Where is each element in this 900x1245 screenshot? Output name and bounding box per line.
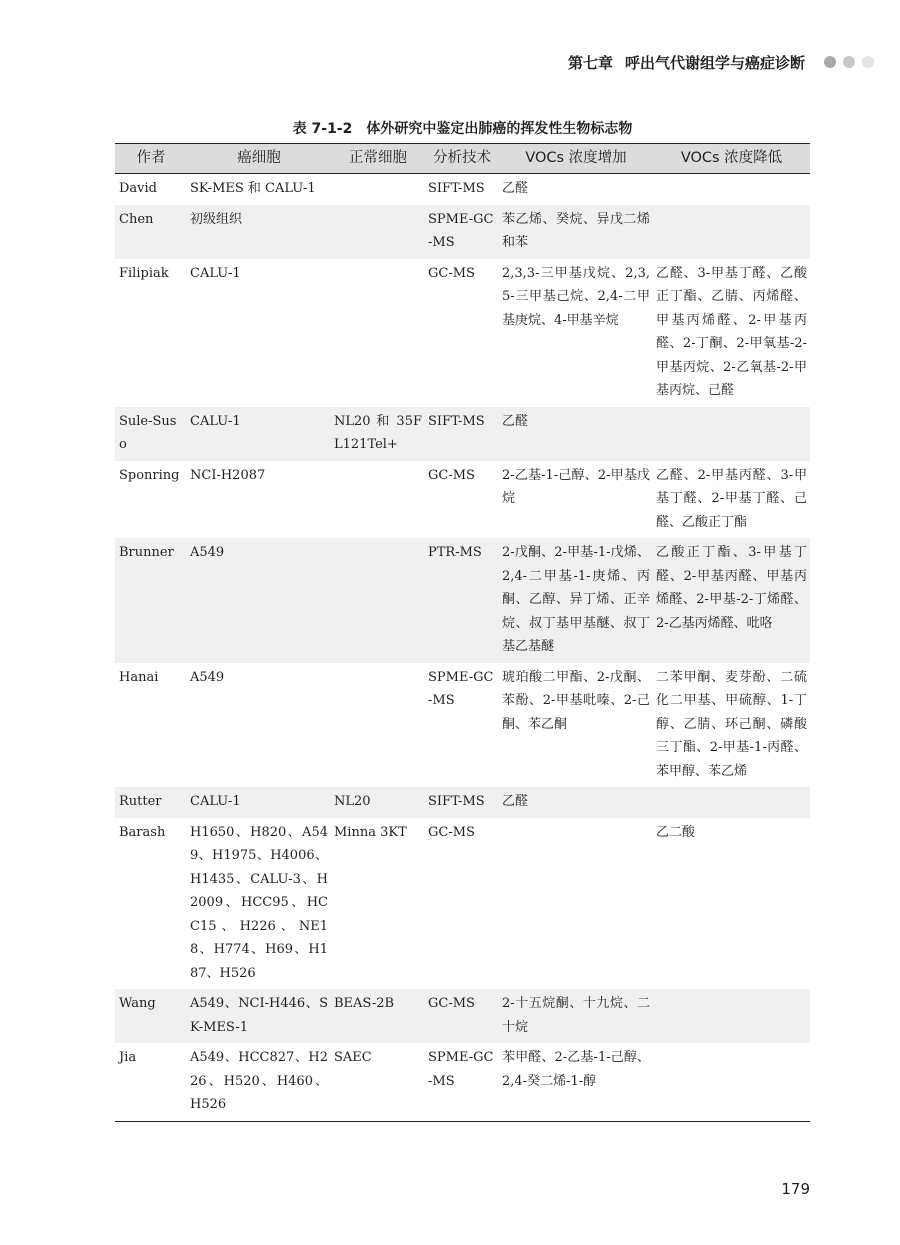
table-row [115,787,810,818]
cell-vocs-decreased [653,989,810,1043]
cell-vocs-decreased: 二苯甲酮、麦芽酚、二硫化二甲基、甲硫醇、1-丁醇、乙腈、环己酮、磷酸三丁酯、2-甲基-1-丙醛、苯甲醇、苯乙烯 [656,669,807,779]
cell-technique: SPME-GC-MS [425,1043,499,1121]
cell-cancer-cells: H1650、H820、A549、H1975、H4006、H1435、CALU-3、H2009、HCC95、HCC15、H226、NE18、H774、H69、H187、H526 [190,824,328,981]
table-row [115,538,810,663]
cell-normal-cells: BEAS-2B [331,989,425,1043]
cell-vocs-increased: 乙醛 [499,787,653,818]
cell-vocs-increased: 乙醛 [499,407,653,461]
table-row [115,174,810,205]
cell-author: Jia [115,1043,187,1121]
cell-technique: GC-MS [428,265,475,281]
cell-author: Barash [119,824,166,840]
cell-vocs-increased: 苯乙烯、癸烷、异戊二烯和苯 [499,205,653,259]
table-row [115,205,810,259]
cell-vocs-decreased [653,1043,810,1121]
cell-normal-cells [331,461,425,539]
cell-author: Filipiak [119,265,169,281]
cell-vocs-decreased [653,205,810,259]
cell-cancer-cells: CALU-1 [190,265,241,281]
cell-normal-cells [331,538,425,663]
cell-technique: SPME-GC-MS [428,669,494,708]
header-vocs-increased: VOCs 浓度增加 [499,144,653,174]
cell-vocs-decreased: 乙醛、2-甲基丙醛、3-甲基丁醛、2-甲基丁醛、己醛、乙酸正丁酯 [656,467,807,530]
running-header [568,50,874,74]
cell-technique: GC-MS [425,989,499,1043]
header-cancer-cells: 癌细胞 [187,144,331,174]
table-title: 体外研究中鉴定出肺癌的挥发性生物标志物 [366,121,633,137]
header-technique: 分析技术 [425,144,499,174]
cell-vocs-increased: 2-戊酮、2-甲基-1-戊烯、2,4-二甲基-1-庚烯、丙酮、乙醇、异丁烯、正辛烷、叔丁基甲基醚、叔丁基乙基醚 [499,538,653,663]
table-row [115,663,810,788]
cell-vocs-decreased [653,174,810,205]
cell-vocs-increased: 2-十五烷酮、十九烷、二十烷 [499,989,653,1043]
cell-vocs-decreased [653,407,810,461]
cell-cancer-cells: 初级组织 [187,205,331,259]
cell-cancer-cells: CALU-1 [187,407,331,461]
cell-author: David [119,181,157,196]
cell-vocs-increased: 苯甲醛、2-乙基-1-己醇、2,4-癸二烯-1-醇 [499,1043,653,1121]
cell-cancer-cells: CALU-1 [187,787,331,818]
cell-author: Wang [115,989,187,1043]
cell-normal-cells: NL20 和 35FL121Tel+ [331,407,425,461]
page-number: 179 [781,1180,810,1198]
cell-vocs-increased: 2,3,3-三甲基戊烷、2,3,5-三甲基己烷、2,4-二甲基庚烷、4-甲基辛烷 [502,265,650,328]
cell-vocs-decreased: 乙二酸 [656,824,696,840]
dot-dark [824,56,836,68]
header-normal-cells: 正常细胞 [331,144,425,174]
cell-technique: SIFT-MS [428,181,485,196]
dot-medium [843,56,855,68]
header-vocs-decreased: VOCs 浓度降低 [653,144,810,174]
cell-author: Brunner [115,538,187,663]
table-number: 表 7-1-2 [292,121,353,137]
cell-normal-cells: SAEC [331,1043,425,1121]
cell-technique: SIFT-MS [425,787,499,818]
table-row [115,818,810,990]
cell-normal-cells [331,663,425,788]
header-author: 作者 [115,144,187,174]
cell-vocs-increased [499,818,653,990]
cell-author: Hanai [119,669,159,685]
cell-vocs-decreased [653,787,810,818]
cell-normal-cells [331,259,425,407]
cell-normal-cells: NL20 [331,787,425,818]
biomarker-table [115,143,810,1122]
cell-technique: PTR-MS [425,538,499,663]
table-row [115,407,810,461]
cell-cancer-cells: SK-MES 和 CALU-1 [190,181,316,196]
cell-cancer-cells: A549 [187,538,331,663]
cell-vocs-decreased: 乙酸正丁酯、3-甲基丁醛、2-甲基丙醛、甲基丙烯醛、2-甲基-2-丁烯醛、2-乙基丙烯醛、吡咯 [653,538,810,663]
cell-cancer-cells: NCI-H2087 [190,467,266,483]
cell-author: Sule-Suso [115,407,187,461]
table-row [115,1043,810,1121]
cell-vocs-increased: 乙醛 [502,181,529,196]
cell-cancer-cells: A549 [190,669,225,685]
cell-technique: GC-MS [428,824,475,840]
dot-light [862,56,874,68]
table-row [115,259,810,407]
cell-cancer-cells: A549、NCI-H446、SK-MES-1 [187,989,331,1043]
table-row [115,989,810,1043]
cell-technique: SPME-GC-MS [425,205,499,259]
cell-normal-cells [331,205,425,259]
cell-author: Rutter [115,787,187,818]
decorative-dots [817,56,874,68]
chapter-title: 呼出气代谢组学与癌症诊断 [624,53,805,72]
cell-cancer-cells: A549、HCC827、H226、H520、H460、H526 [187,1043,331,1121]
cell-vocs-increased: 琥珀酸二甲酯、2-戊酮、苯酚、2-甲基吡嗪、2-己酮、苯乙酮 [502,669,650,732]
cell-author: Sponring [119,467,180,483]
cell-technique: GC-MS [428,467,475,483]
table-caption [115,118,810,138]
cell-normal-cells [331,174,425,205]
cell-vocs-decreased: 乙醛、3-甲基丁醛、乙酸正丁酯、乙腈、丙烯醛、甲基丙烯醛、2-甲基丙醛、2-丁酮、2-甲氧基-2-甲基丙烷、2-乙氧基-2-甲基丙烷、己醛 [656,265,807,398]
cell-technique: SIFT-MS [425,407,499,461]
cell-vocs-increased: 2-乙基-1-己醇、2-甲基戊烷 [502,467,650,506]
cell-normal-cells: Minna 3KT [334,824,407,840]
cell-author: Chen [115,205,187,259]
table-row [115,461,810,539]
table-header-row [115,144,810,174]
chapter-label: 第七章 [567,53,613,72]
